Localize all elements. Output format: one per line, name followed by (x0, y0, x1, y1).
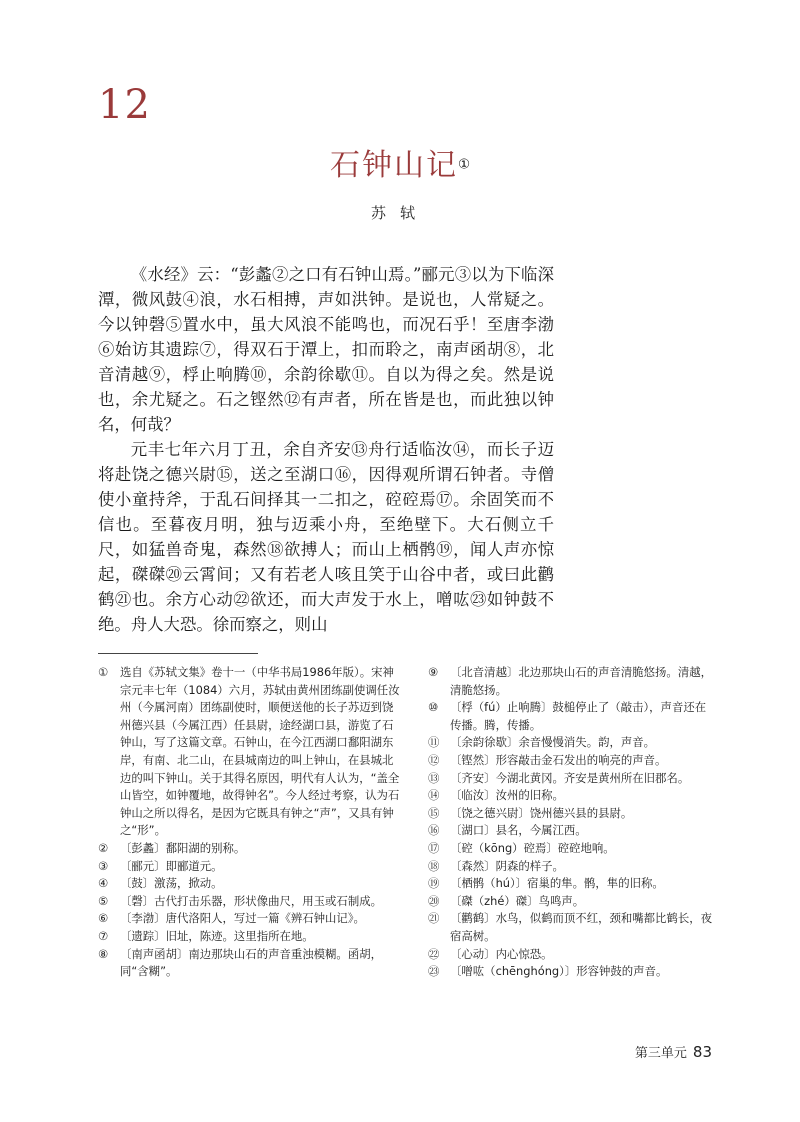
footnote-number: ⑬ (428, 770, 440, 785)
footnote-text: 〔余韵徐歇〕余音慢慢消失。韵，声音。 (450, 735, 656, 750)
footnote-text: 〔齐安〕今湖北黄冈。齐安是黄州所在旧郡名。 (450, 770, 690, 785)
footnote-number: ④ (98, 876, 109, 891)
footnote-text: 〔李渤〕唐代洛阳人，写过一篇《辨石钟山记》。 (120, 911, 365, 926)
footnote (428, 946, 716, 964)
footnote-number: ㉑ (428, 911, 440, 926)
footnote-number: ⑲ (428, 876, 440, 891)
footnote (428, 840, 716, 858)
unit-label: 第三单元 (634, 1046, 687, 1061)
footnote-text: 〔鼓〕激荡，掀动。 (120, 876, 223, 891)
footnote (98, 875, 404, 893)
footnote-number: ⑯ (428, 823, 440, 838)
page-number: 83 (692, 1043, 712, 1061)
footnote-number: ㉒ (428, 946, 440, 961)
footnote-divider (98, 653, 258, 654)
footnote (98, 664, 404, 840)
author: 苏轼 (370, 204, 429, 222)
footnote-number: ⑩ (428, 700, 439, 715)
footnote-text: 〔森然〕阴森的样子。 (450, 858, 564, 873)
footnote (98, 910, 404, 928)
footnote-number: ⑱ (428, 858, 440, 873)
footnote (428, 963, 716, 981)
footnote-text: 〔噌吰（chēnghóng）〕形容钟鼓的声音。 (450, 964, 668, 979)
footnote (428, 858, 716, 876)
footnote-number: ⑮ (428, 805, 440, 820)
footnote-text: 〔心动〕内心惊恐。 (450, 946, 553, 961)
footnote (428, 664, 716, 699)
footnote-number: ⑫ (428, 752, 440, 767)
footnote (428, 734, 716, 752)
footnote-text: 〔湖口〕县名，今属江西。 (450, 823, 587, 838)
footnote-number: ⑰ (428, 840, 440, 855)
footnote-number: ⑥ (98, 911, 109, 926)
footnote (428, 875, 716, 893)
page-title: 石钟山记 (330, 148, 459, 183)
main-text (98, 262, 554, 637)
footnote (428, 787, 716, 805)
footnote (428, 805, 716, 823)
footnote-text: 〔桴（fú）止响腾〕鼓槌停止了（敲击），声音还在传播。腾，传播。 (450, 700, 707, 732)
lesson-number: 12 (98, 82, 151, 128)
footnote-number: ② (98, 840, 109, 855)
footnote-number: ③ (98, 858, 109, 873)
footnote-text: 〔铿然〕形容敲击金石发出的响亮的声音。 (450, 752, 667, 767)
footnote-text: 〔磬〕古代打击乐器，形状像曲尺，用玉或石制成。 (120, 893, 382, 908)
footnote (428, 893, 716, 911)
footnote (98, 946, 404, 981)
footnote (428, 822, 716, 840)
footnote-text: 〔南声函胡〕南边那块山石的声音重浊模糊。函胡，同“含糊”。 (120, 946, 382, 979)
footnote-text: 〔磔（zhé）磔〕鸟鸣声。 (450, 893, 585, 908)
footnote-text: 〔饶之德兴尉〕饶州德兴县的县尉。 (450, 805, 633, 820)
footnote-text: 〔临汝〕汝州的旧称。 (450, 788, 564, 803)
footnote-number: ⑤ (98, 893, 109, 908)
footnote (98, 928, 404, 946)
footnote (98, 893, 404, 911)
footnote-number: ⑭ (428, 788, 440, 803)
footnote (428, 752, 716, 770)
footnote-number: ① (98, 665, 109, 679)
footnote-number: ⑨ (428, 665, 439, 679)
footnote-text: 〔硿（kōng）硿焉〕硿硿地响。 (450, 840, 615, 855)
title-note-marker: ① (458, 157, 470, 173)
footnote-text: 选自《苏轼文集》卷十一（中华书局1986年版）。宋神宗元丰七年（1084）六月，苏轼由黄州团练副使调任汝州（今属河南）团练副使时，顺便送他的长子苏迈到饶州德兴县（今属江西）任县尉，途经湖口县，游览了石钟山，写了这篇文章。石钟山，在今江西湖口鄱阳湖东岸，有南、北二山，在县城南边的叫上钟山，在县城北边的叫下钟山。关于其得名原因，明代有人认为，“盖全山皆空，如钟覆地，故得钟名”。今人经过考察，认为石钟山之所以得名，是因为它既具有钟之“声”，又具有钟之“形”。 (120, 665, 400, 838)
footnotes-right (428, 664, 716, 981)
footnote (428, 910, 716, 945)
footnote-text: 〔鹳鹤〕水鸟，似鹤而顶不红，颈和嘴都比鹤长，夜宿高树。 (450, 911, 712, 943)
footnote (428, 770, 716, 788)
footnote-text: 〔郦元〕即郦道元。 (120, 858, 223, 873)
title-block (0, 140, 800, 184)
footnote-number: ⑧ (98, 946, 109, 961)
footnote (98, 858, 404, 876)
paragraph: 《水经》云：“彭蠡②之口有石钟山焉。”郦元③以为下临深潭，微风鼓④浪，水石相搏，声如洪钟。是说也，人常疑之。今以钟磬⑤置水中，虽大风浪不能鸣也，而况石乎！至唐李渤⑥始访其遗踪⑦，得双石于潭上，扣而聆之，南声函胡⑧，北音清越⑨，桴止响腾⑩，余韵徐歇⑪。自以为得之矣。然是说也，余尤疑之。石之铿然⑫有声者，所在皆是也，而此独以钟名，何哉？ (98, 265, 554, 434)
footnote-number: ⑳ (428, 893, 440, 908)
footnotes-left (98, 664, 404, 981)
paragraph: 元丰七年六月丁丑，余自齐安⑬舟行适临汝⑭，而长子迈将赴饶之德兴尉⑮，送之至湖口⑯，因得观所谓石钟者。寺僧使小童持斧，于乱石间择其一二扣之，硿硿焉⑰。余固笑而不信也。至暮夜月明，独与迈乘小舟，至绝壁下。大石侧立千尺，如猛兽奇鬼，森然⑱欲搏人；而山上栖鹘⑲，闻人声亦惊起，磔磔⑳云霄间；又有若老人咳且笑于山谷中者，或曰此鹳鹤㉑也。余方心动㉒欲还，而大声发于水上，噌吰㉓如钟鼓不绝。舟人大恐。徐而察之，则山 (98, 440, 554, 634)
footnote (428, 699, 716, 734)
footnote (98, 840, 404, 858)
footnote-number: ⑪ (428, 735, 440, 750)
footnote-text: 〔遗踪〕旧址，陈迹。这里指所在地。 (120, 928, 314, 943)
footnote-text: 〔彭蠡〕鄱阳湖的别称。 (120, 840, 246, 855)
footnote-text: 〔北音清越〕北边那块山石的声音清脆悠扬。清越，清脆悠扬。 (450, 665, 712, 697)
footnote-number: ㉓ (428, 964, 440, 979)
footnote-text: 〔栖鹘（hú）〕宿巢的隼。鹘，隼的旧称。 (450, 876, 664, 891)
footnote-number: ⑦ (98, 928, 109, 943)
page-footer (635, 1042, 712, 1061)
